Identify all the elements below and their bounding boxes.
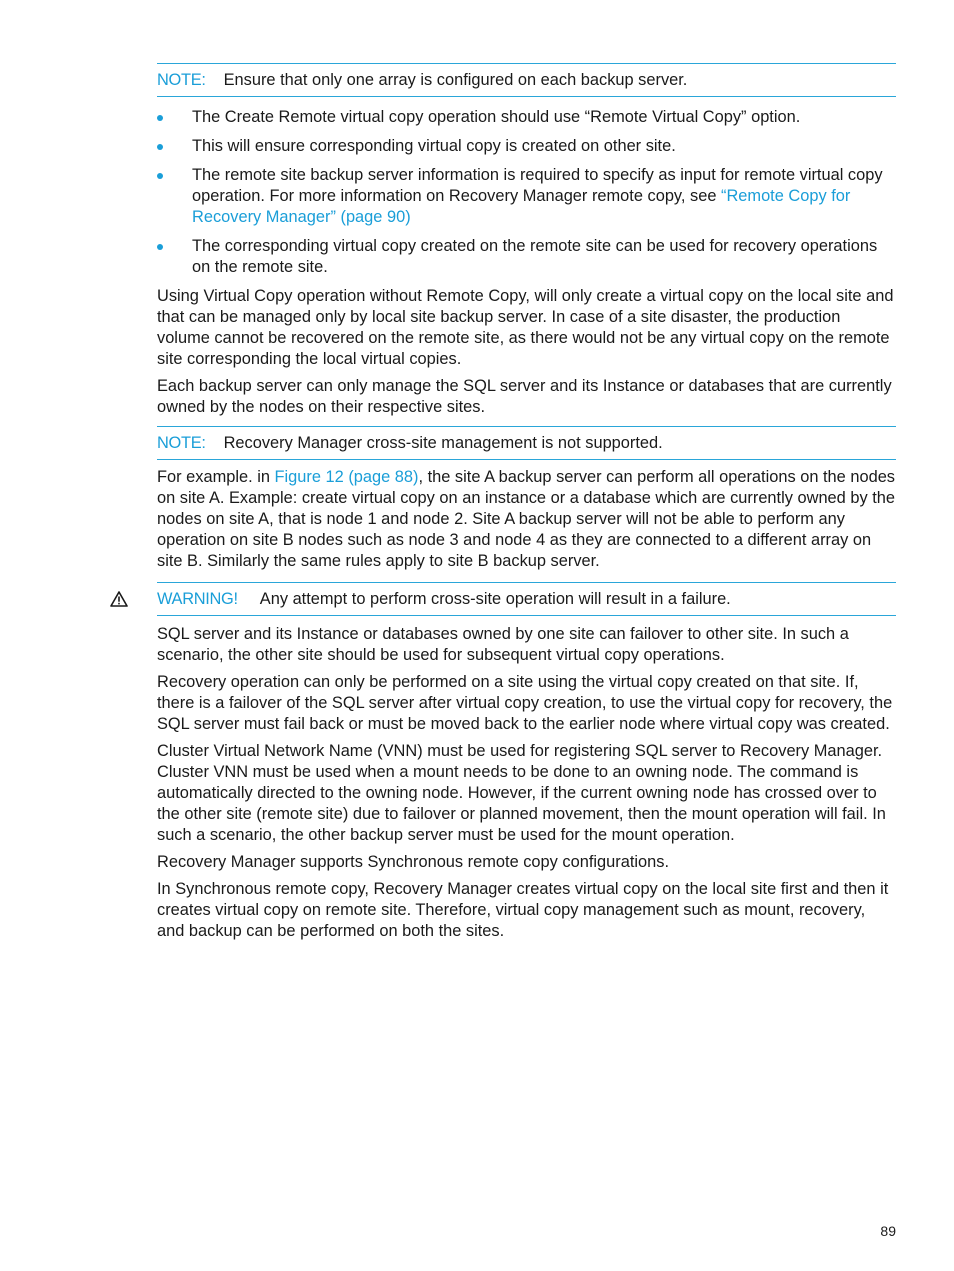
bullet-icon [157,115,163,121]
note-label: NOTE: [157,71,206,89]
page-content [157,63,896,948]
paragraph: Recovery operation can only be performed on a site using the virtual copy created on that site. If, there is a failover of the SQL server after virtual copy creation, to use the virtual copy for recovery, the SQL server must fail back or must be moved back to the earlier node where virtual copy was created. [157,673,893,733]
warning-box [157,582,896,616]
bullet-text: The remote site backup server information is required to specify as input for remote virtual copy operation. For more information on Recovery Manager remote copy, see [192,166,883,205]
warning-text: Any attempt to perform cross-site operation will result in a failure. [259,590,731,608]
paragraph-text: , the site A backup server can perform all operations on the nodes on site A. Example: create virtual copy on an instance or a database which are currently owned by the nodes on site A, that is node 1 and node 2. Site A backup server will not be able to perform any operation on site B nodes such as node 3 and node 4 as they are connected to a different array on site B. Similarly the same rules apply to site B backup server. [157,468,896,570]
bullet-text: The corresponding virtual copy created on the remote site can be used for recovery operations on the remote site. [192,237,878,276]
paragraph: In Synchronous remote copy, Recovery Manager creates virtual copy on the local site first and then it creates virtual copy on remote site. Therefore, virtual copy management such as mount, recovery, and backup can be performed on both the sites. [157,880,889,940]
note-text: Ensure that only one array is configured on each backup server. [223,71,688,89]
bullet-text: The Create Remote virtual copy operation should use “Remote Virtual Copy” option. [192,108,801,126]
paragraph: SQL server and its Instance or databases owned by one site can failover to other site. In such a scenario, the other site should be used for subsequent virtual copy operations. [157,625,849,664]
paragraph: Cluster Virtual Network Name (VNN) must be used for registering SQL server to Recovery Manager. Cluster VNN must be used when a mount needs to be done to an owning node. The command is automatically directed to the owning node. However, if the current owning node has crossed over to the other site (remote site) due to failover or planned movement, then the mount operation will fail. In such a scenario, the other backup server must be used for the mount operation. [157,742,886,844]
bullet-text: This will ensure corresponding virtual copy is created on other site. [192,137,676,155]
remote-copy-link[interactable]: “Remote Copy for Recovery Manager” (page 90) [192,187,851,226]
bullet-icon [157,144,163,150]
list-item [157,236,896,278]
figure-link[interactable]: Figure 12 (page 88) [274,468,419,486]
warning-label: WARNING! [157,590,238,608]
paragraph-text: For example. in [157,468,275,486]
paragraph: Recovery Manager supports Synchronous remote copy configurations. [157,853,670,871]
bullet-list [157,107,896,278]
page-number: 89 [880,1223,896,1239]
paragraph [157,467,896,572]
paragraph: Each backup server can only manage the SQL server and its Instance or databases that are currently owned by the nodes on their respective sites. [157,377,892,416]
warning-triangle-icon [110,591,128,607]
list-item [157,107,896,128]
paragraph: Using Virtual Copy operation without Remote Copy, will only create a virtual copy on the local site and that can be managed only by local site backup server. In case of a site disaster, the production volume cannot be recovered on the remote site, as there would not be any virtual copy on the remote site corresponding the local virtual copies. [157,287,894,368]
note-box [157,426,896,460]
note-box [157,63,896,97]
list-item [157,136,896,157]
list-item [157,165,896,228]
bullet-icon [157,173,163,179]
bullet-icon [157,244,163,250]
note-label: NOTE: [157,434,206,452]
note-text: Recovery Manager cross-site management is not supported. [223,434,663,452]
